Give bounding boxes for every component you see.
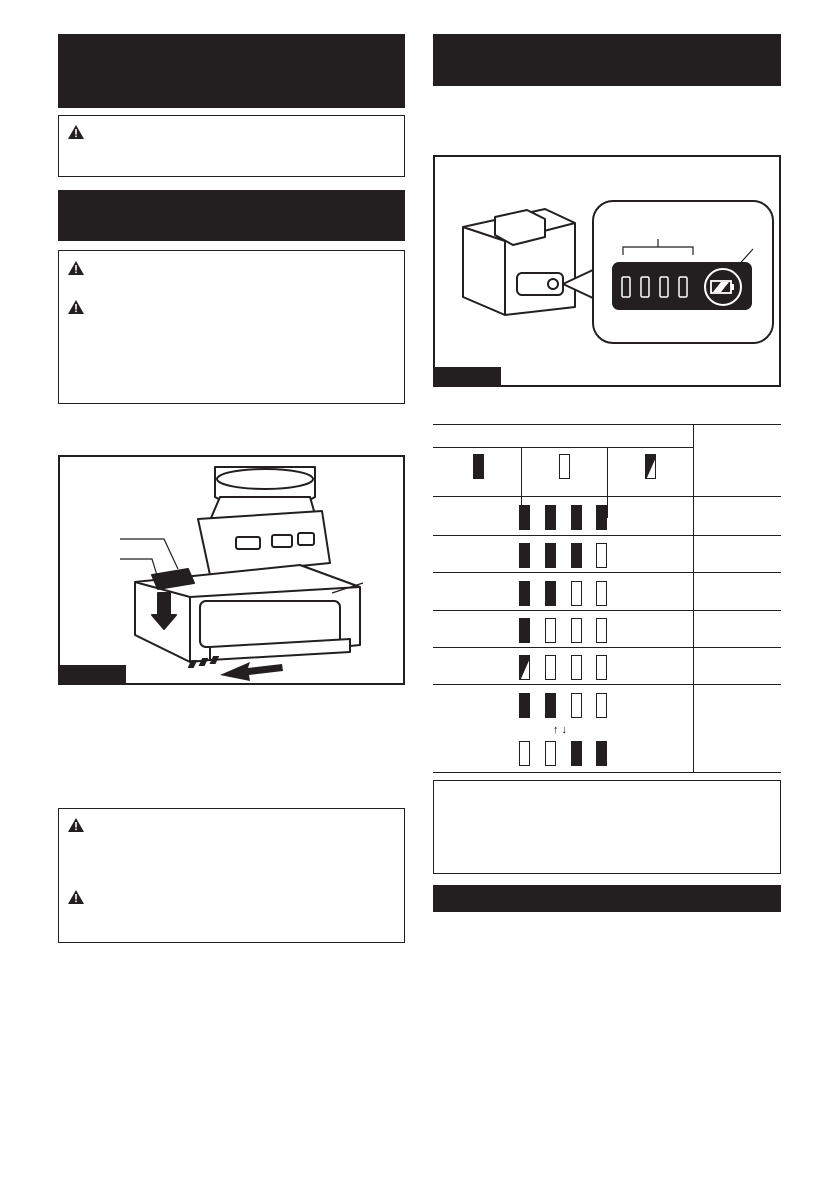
section-header-bar-1 <box>58 34 405 108</box>
legend-lit-lamp <box>473 454 484 479</box>
lamp-lit <box>571 741 582 766</box>
figure-battery-install <box>58 455 405 685</box>
lamp-off <box>545 655 556 680</box>
lamp-blinking <box>519 655 530 680</box>
lamp-lit <box>519 693 530 718</box>
lamp-off <box>571 655 582 680</box>
lamp-off <box>571 581 582 606</box>
figure-number-tag <box>60 665 126 683</box>
warning-triangle-icon <box>68 818 84 837</box>
section-header-bar-3 <box>433 34 781 86</box>
alternation-arrows: ↑ ↓ <box>553 724 568 736</box>
battery-icon <box>705 269 741 305</box>
indicator-table <box>433 424 781 773</box>
lamp-off <box>545 618 556 643</box>
lamp-off <box>571 618 582 643</box>
lamp-off <box>596 693 607 718</box>
lamp-lit <box>545 581 556 606</box>
lamp-lit <box>596 741 607 766</box>
figure-number-tag <box>435 367 501 385</box>
lamp-lit <box>596 505 607 530</box>
lamp-lit <box>519 505 530 530</box>
warning-box-1 <box>58 115 405 177</box>
lamp-off <box>545 741 556 766</box>
note-box <box>433 780 781 874</box>
warning-triangle-icon <box>68 125 84 144</box>
lamp-off <box>596 655 607 680</box>
lamp-off <box>596 581 607 606</box>
lamp-lit <box>545 505 556 530</box>
section-header-bar-4 <box>433 885 781 912</box>
figure-indicator-lamps <box>433 155 781 387</box>
battery-install-illustration <box>60 457 403 683</box>
lamp-off <box>571 693 582 718</box>
slide-arrow-icon <box>188 656 283 681</box>
lamp-off <box>519 741 530 766</box>
legend-blinking-lamp <box>645 454 656 479</box>
warning-box-2 <box>58 250 405 404</box>
lamp-lit <box>571 505 582 530</box>
section-header-bar-2 <box>58 190 405 241</box>
legend-off-lamp <box>559 454 570 479</box>
lamp-lit <box>545 543 556 568</box>
lamp-lit <box>545 693 556 718</box>
warning-triangle-icon <box>68 890 84 909</box>
warning-box-3 <box>58 808 405 943</box>
warning-triangle-icon <box>68 300 84 319</box>
warning-triangle-icon <box>68 261 84 280</box>
lamp-lit <box>519 618 530 643</box>
lamp-lit <box>571 543 582 568</box>
lamp-lit <box>519 581 530 606</box>
lamp-off <box>596 543 607 568</box>
battery-indicator-illustration <box>435 157 779 385</box>
lamp-lit <box>519 543 530 568</box>
lamp-off <box>596 618 607 643</box>
